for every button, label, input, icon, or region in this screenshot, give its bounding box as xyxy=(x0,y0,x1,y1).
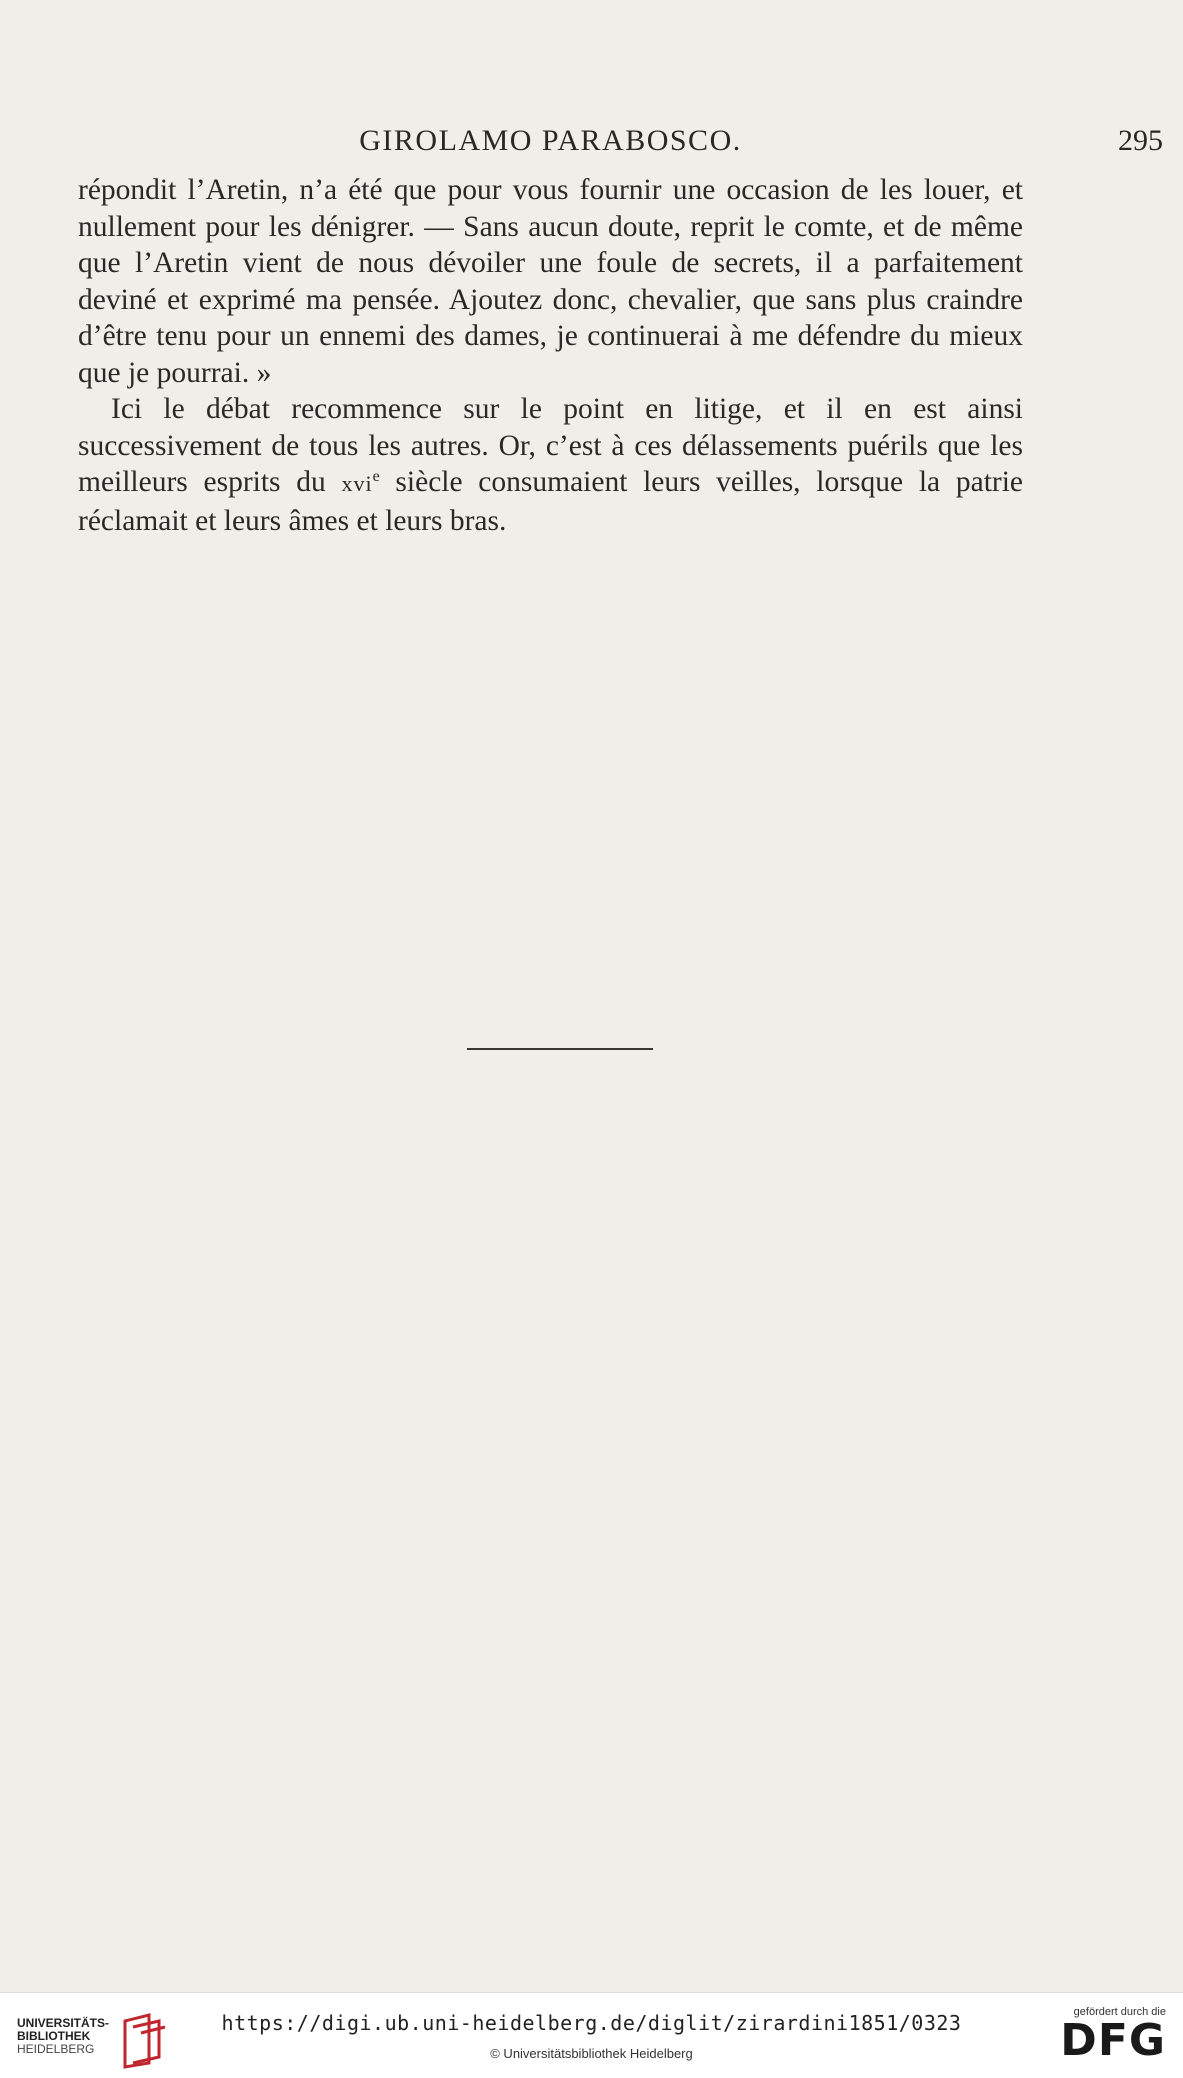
body-text xyxy=(78,172,1023,539)
paragraph-2-end: siècle consumaient leurs veilles, lorsque la patrie réclamait et leurs âmes et leurs bras. xyxy=(78,466,1024,537)
paragraph-1: répondit l’Aretin, n’a été que pour vous fournir une occasion de les louer, et nullement pour les dénigrer. — Sans aucun doute, reprit le comte, et de même que l’Aretin vient de nous dévoiler une foule de secrets, il a parfaitement deviné et exprimé ma pensée. Ajoutez donc, chevalier, que sans plus craindre d’être tenu pour un ennemi des dames, je continuerai à me défendre du mieux que je pourrai. » xyxy=(78,174,1023,389)
footer-bar xyxy=(0,1992,1183,2078)
running-title: GIROLAMO PARABOSCO. xyxy=(359,124,742,157)
dfg-logo: DFG xyxy=(1060,2015,1166,2066)
library-name-line-3: HEIDELBERG xyxy=(17,2042,95,2056)
library-name-line-1: UNIVERSITÄTS- xyxy=(17,2016,110,2030)
running-head xyxy=(78,124,1163,164)
century-superscript: e xyxy=(372,468,380,485)
funder-block[interactable] xyxy=(1036,2006,1166,2070)
library-name-line-2: BIBLIOTHEK xyxy=(17,2029,91,2043)
paragraph-2 xyxy=(78,391,1023,539)
permalink-url[interactable]: https://digi.ub.uni-heidelberg.de/diglit/zirardini1851/0323 xyxy=(221,2011,962,2035)
century-numeral: xvi xyxy=(341,471,373,496)
end-rule xyxy=(467,1048,653,1050)
page-number: 295 xyxy=(1118,124,1163,157)
funder-caption: gefördert durch die xyxy=(1073,2006,1166,2018)
copyright-notice: © Universitätsbibliothek Heidelberg xyxy=(490,2046,693,2061)
paragraph-2-start: Ici le débat recommence sur le point en litige, et il en est ainsi successivement de tous les autres. Or, c’est à ces délassements puérils que les meilleurs esprits du xyxy=(78,393,1023,498)
